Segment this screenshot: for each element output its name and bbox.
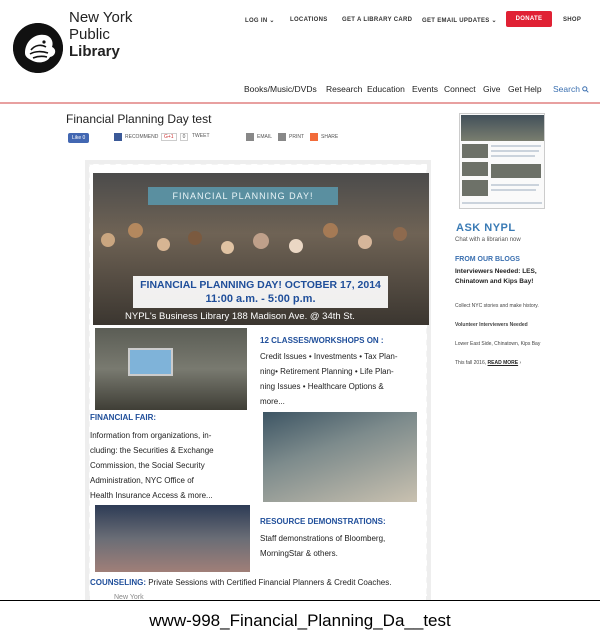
fair-text (90, 428, 214, 503)
blog-post-location: Lower East Side, Chinatown, Kips Bay (455, 341, 541, 347)
facebook-icon (114, 133, 122, 141)
email-updates-link[interactable]: GET EMAIL UPDATES ⌄ (422, 17, 497, 24)
blog-post-more (455, 359, 545, 367)
email-share-button[interactable] (246, 133, 272, 141)
image-caption: www-998_Financial_Planning_Da__test (0, 600, 600, 640)
counseling-text: Private Sessions with Certified Financial Planners & Credit Coaches. (146, 578, 392, 587)
nypl-wordmark[interactable] (69, 9, 132, 60)
fair-line: cluding: the Securities & Exchange (90, 446, 214, 455)
nav-events[interactable]: Events (412, 84, 438, 94)
classes-line: more... (260, 397, 285, 406)
wordmark-line-1: New York (69, 9, 133, 26)
event-date: FINANCIAL PLANNING DAY! OCTOBER 17, 2014 (140, 279, 381, 291)
classes-line: ning Issues • Healthcare Options & (260, 382, 384, 391)
tweet-button[interactable]: TWEET (192, 133, 210, 139)
print-label: PRINT (289, 134, 304, 140)
blogs-heading: FROM OUR BLOGS (455, 256, 520, 263)
nav-give[interactable]: Give (483, 84, 501, 94)
nav-search-label: Search (553, 84, 580, 94)
nav-books-music-dvds[interactable]: Books/Music/DVDs (244, 84, 317, 94)
workshop-photo (95, 328, 247, 410)
share-button[interactable] (310, 133, 338, 141)
nav-research[interactable]: Research (326, 84, 363, 94)
library-card-link[interactable]: GET A LIBRARY CARD (342, 17, 413, 23)
nav-education[interactable]: Education (367, 84, 405, 94)
fair-line: Commission, the Social Security (90, 461, 205, 470)
blog-post-subhead: Volunteer Interviewers Needed (455, 322, 528, 328)
classes-line: ning• Retirement Planning • Life Plan- (260, 367, 394, 376)
fair-line: Information from organizations, in- (90, 431, 212, 440)
gplus-label: G+1 (161, 133, 177, 141)
event-date-box (133, 276, 388, 308)
sidebar-flyer-thumbnail[interactable] (459, 113, 545, 209)
facebook-recommend-button[interactable] (114, 133, 158, 141)
print-icon (278, 133, 286, 141)
donate-button[interactable]: DONATE (506, 11, 552, 27)
header-divider (0, 102, 600, 104)
ask-nypl-subtitle[interactable]: Chat with a librarian now (455, 237, 521, 243)
facebook-like-button[interactable]: Like 0 (68, 133, 89, 143)
cut-off-text: New York (114, 594, 144, 600)
event-time: 11:00 a.m. - 5:00 p.m. (205, 293, 316, 305)
google-plus-button[interactable] (161, 133, 188, 141)
fair-heading: FINANCIAL FAIR: (90, 413, 157, 422)
nypl-lion-logo-icon[interactable] (13, 23, 63, 73)
main-nav (0, 84, 600, 98)
blog-post-title[interactable]: Interviewers Needed: LES, Chinatown and Kips Bay! (455, 268, 537, 285)
email-icon (246, 133, 254, 141)
wordmark-line-3: Library (69, 43, 120, 60)
page-title: Financial Planning Day test (66, 112, 212, 126)
read-more-chevron-icon: › (519, 360, 522, 366)
demo-line: MorningStar & others. (260, 549, 338, 558)
search-icon (582, 86, 589, 93)
fair-line: Health Insurance Access & more... (90, 491, 213, 500)
counseling-heading: COUNSELING: (90, 578, 146, 587)
fair-photo (263, 412, 417, 502)
projector-screen (128, 348, 173, 376)
nav-connect[interactable]: Connect (444, 84, 476, 94)
classes-heading: 12 CLASSES/WORKSHOPS ON : (260, 336, 384, 345)
print-button[interactable] (278, 133, 304, 141)
classes-text (260, 349, 398, 409)
fair-line: Administration, NYC Office of (90, 476, 194, 485)
share-label: SHARE (321, 134, 339, 140)
shop-link[interactable]: SHOP (563, 17, 582, 23)
event-flyer (85, 160, 431, 600)
demo-text (260, 531, 385, 561)
recommend-label: RECOMMEND (125, 134, 159, 140)
hero-photo (93, 173, 429, 325)
ask-nypl-link[interactable]: ASK NYPL (456, 222, 516, 234)
blog-post-more-prefix: This fall 2016, (455, 360, 487, 366)
flyer-body (90, 165, 426, 600)
blog-post-body: Collect NYC stories and make history. (455, 303, 539, 309)
email-label: EMAIL (257, 134, 273, 140)
wordmark-line-2: Public (69, 26, 110, 43)
locations-link[interactable]: LOCATIONS (290, 17, 328, 23)
share-icon (310, 133, 318, 141)
nav-get-help[interactable]: Get Help (508, 84, 542, 94)
event-address: NYPL's Business Library 188 Madison Ave. @ 34th St. (125, 311, 355, 322)
demo-line: Staff demonstrations of Bloomberg, (260, 534, 386, 543)
hero-banner: FINANCIAL PLANNING DAY! (148, 187, 338, 205)
nav-search[interactable] (553, 84, 589, 94)
classes-line: Credit Issues • Investments • Tax Plan- (260, 352, 398, 361)
gplus-count: 0 (180, 133, 189, 141)
crowd-photo (93, 213, 429, 263)
login-link[interactable]: LOG IN ⌄ (245, 17, 275, 24)
read-more-link[interactable]: READ MORE (487, 360, 519, 366)
counseling-line (90, 578, 391, 587)
demo-photo (95, 505, 250, 572)
demo-heading: RESOURCE DEMONSTRATIONS: (260, 517, 386, 526)
